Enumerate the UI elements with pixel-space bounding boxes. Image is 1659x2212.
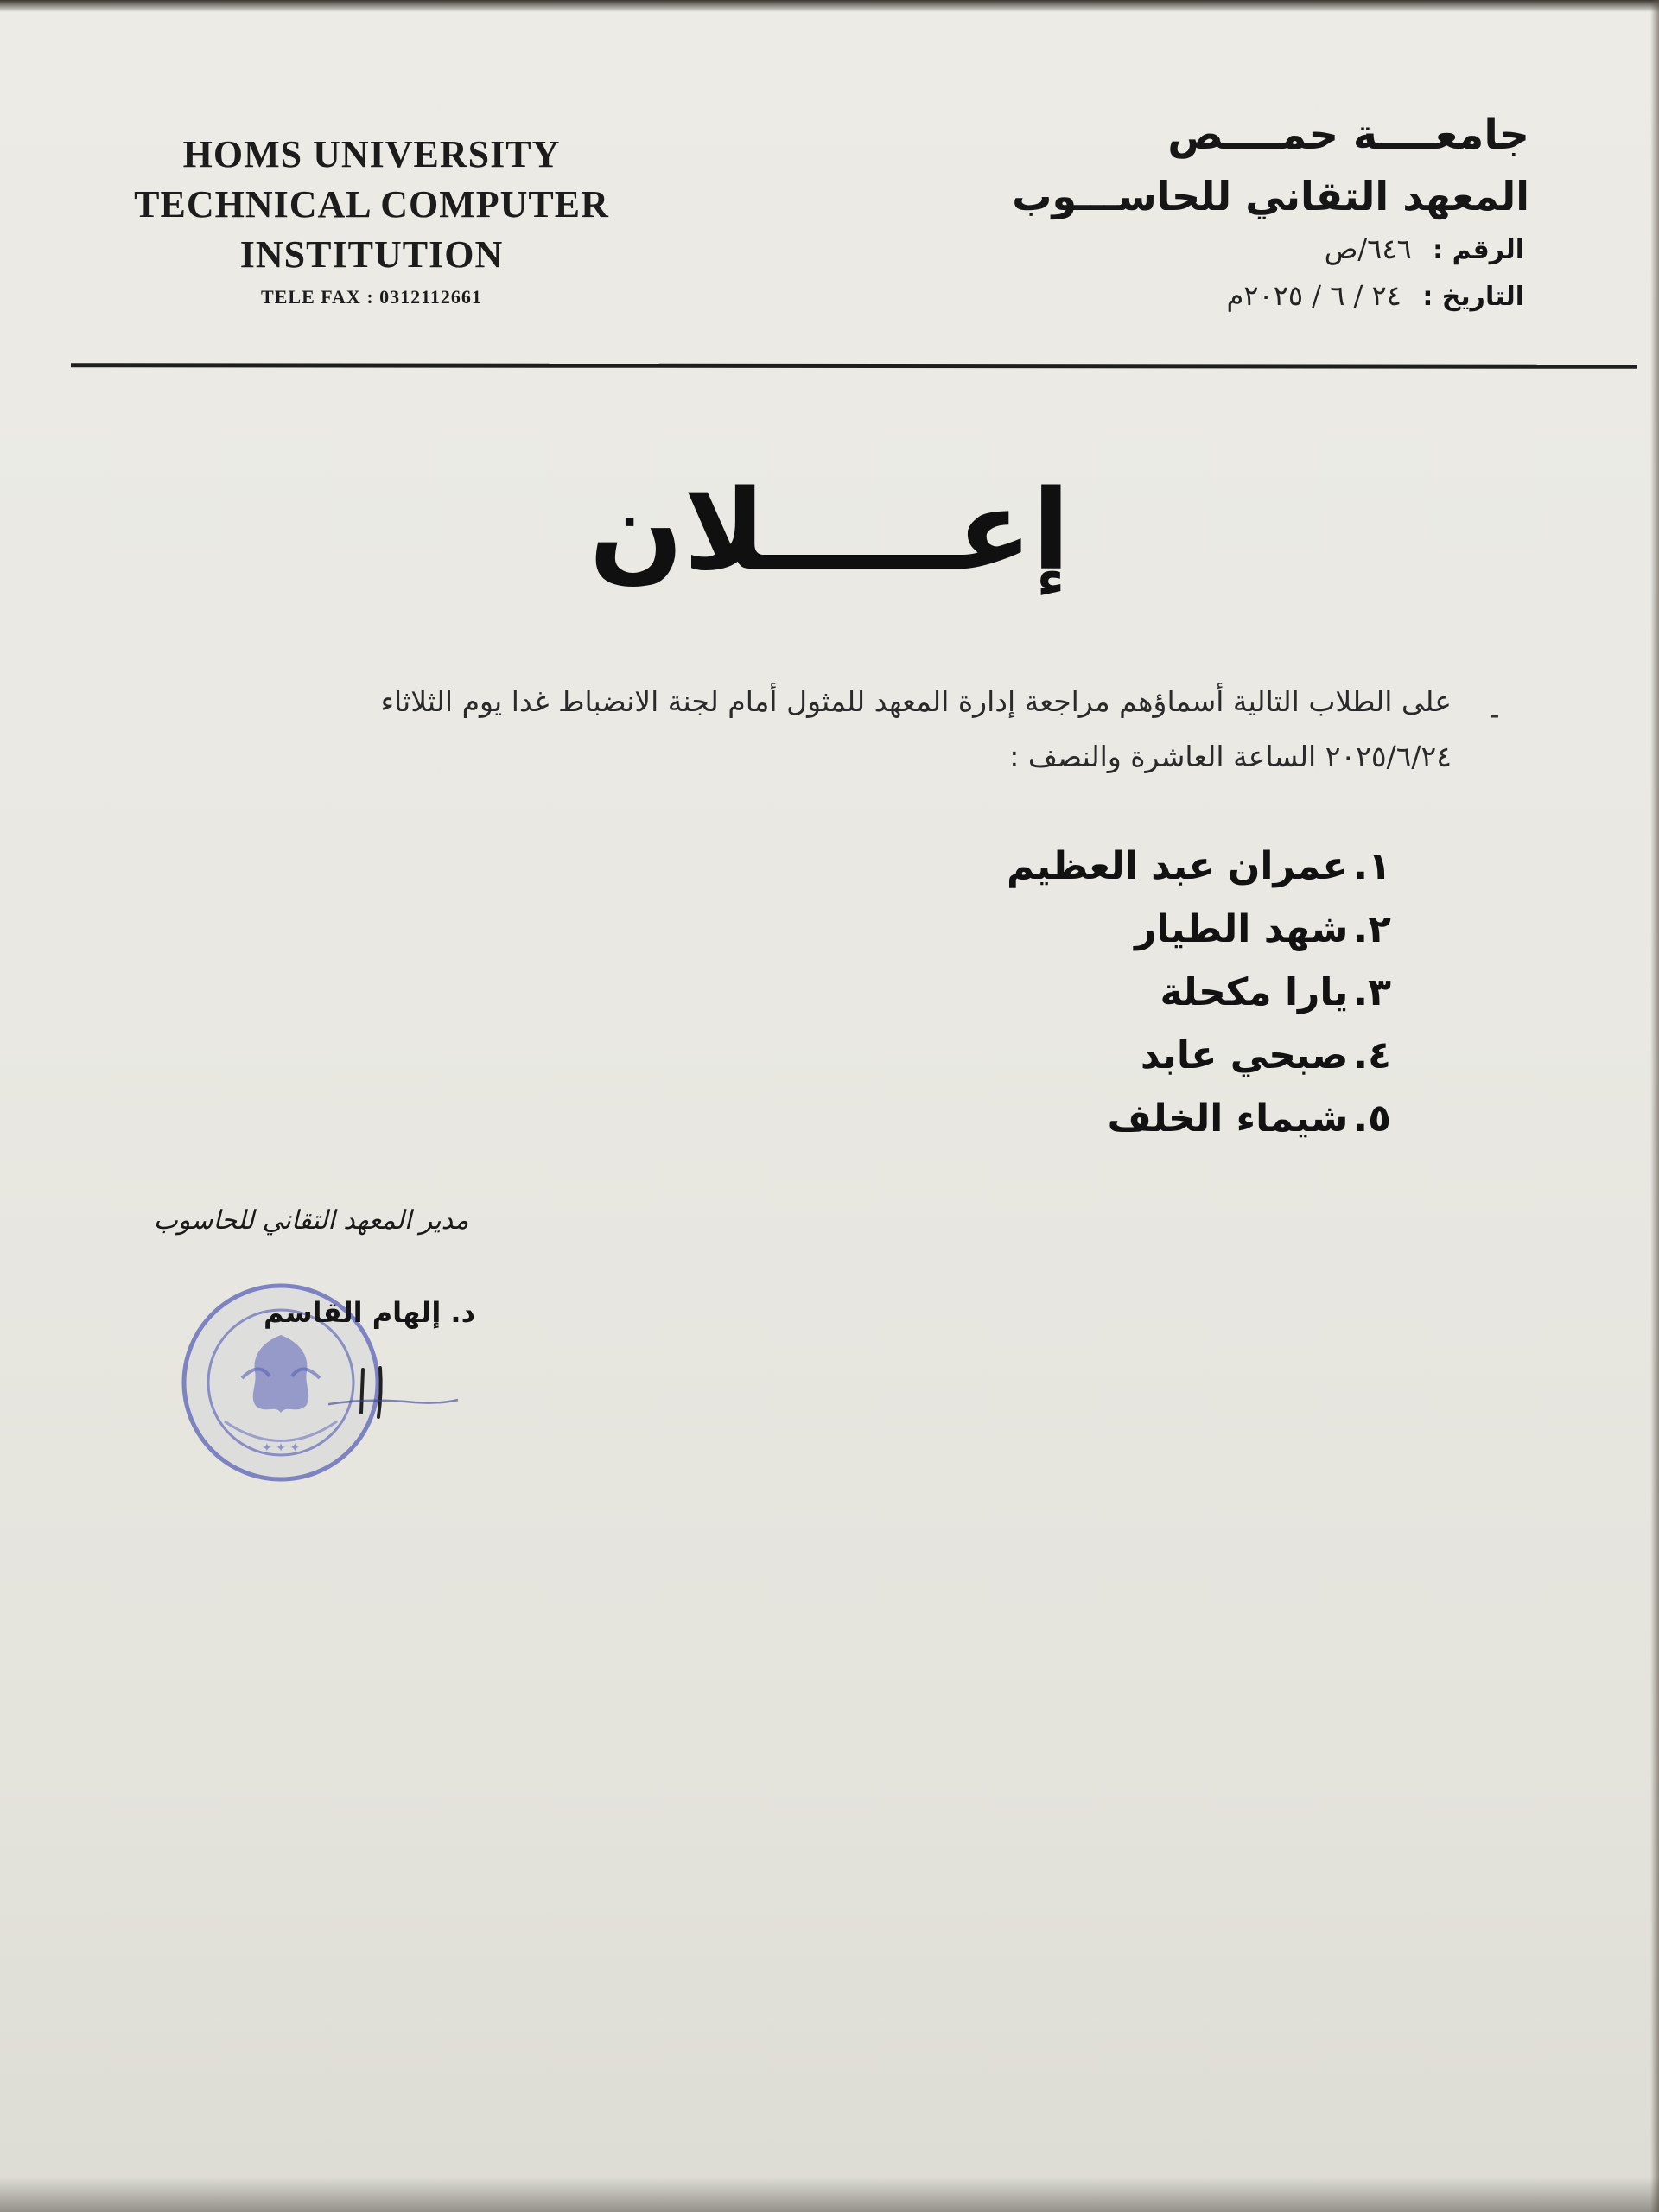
- date-value: ٢٤ / ٦ / ٢٠٢٥م: [1226, 279, 1402, 312]
- director-name: د. إلهام القاسم: [263, 1296, 475, 1329]
- list-item-number: ٥.: [1353, 1096, 1391, 1141]
- english-letterhead: [112, 130, 631, 315]
- list-item: [786, 898, 1391, 961]
- date-row: [994, 273, 1529, 320]
- list-item-number: ١.: [1353, 844, 1391, 888]
- photo-shadow-right: [1650, 0, 1659, 2212]
- list-item-name: عمران عبد العظيم: [1007, 844, 1349, 888]
- arabic-university-name: جامعــــة حمــــص: [1167, 111, 1529, 159]
- svg-text:✦ ✦ ✦: ✦ ✦ ✦: [261, 1441, 301, 1455]
- announcement-body: [104, 674, 1452, 785]
- list-item: [786, 1087, 1391, 1150]
- announcement-title: إعـــــلان: [588, 467, 1071, 595]
- handwritten-signature-icon: [328, 1352, 467, 1430]
- body-line-2: ٢٠٢٥/٦/٢٤ الساعة العاشرة والنصف :: [1009, 740, 1452, 773]
- arabic-letterhead: [994, 104, 1529, 320]
- reference-value: ٦٤٦/ص: [1324, 232, 1412, 265]
- reference-label: الرقم :: [1433, 235, 1524, 265]
- tele-fax: TELE FAX : 0312112661: [261, 286, 482, 308]
- bullet-dash: -: [1490, 698, 1500, 731]
- english-university-name: HOMS UNIVERSITY: [182, 133, 561, 175]
- photo-shadow-top: [0, 0, 1659, 12]
- list-item-name: صبحي عابد: [1140, 1033, 1349, 1077]
- body-line-1: على الطلاب التالية أسماؤهم مراجعة إدارة المعهد للمثول أمام لجنة الانضباط غدا يوم الثلاثاء: [380, 684, 1452, 718]
- list-item: [786, 961, 1391, 1024]
- signature-block: [121, 1205, 501, 1499]
- director-title: مدير المعهد التقاني للحاسوب: [153, 1205, 469, 1236]
- english-institute-line: TECHNICAL COMPUTER: [134, 183, 609, 226]
- list-item-number: ٣.: [1353, 970, 1391, 1014]
- reference-number-row: [994, 226, 1529, 273]
- list-item-number: ٢.: [1353, 907, 1391, 951]
- header-divider: [71, 363, 1637, 369]
- list-item-number: ٤.: [1353, 1033, 1391, 1077]
- list-item: [786, 1024, 1391, 1087]
- arabic-institute-name: المعهد التقاني للحاســـوب: [1012, 173, 1529, 219]
- list-item: [786, 835, 1391, 898]
- list-item-name: يارا مكحلة: [1160, 970, 1349, 1014]
- list-item-name: شهد الطيار: [1135, 907, 1349, 951]
- english-institution-line: INSTITUTION: [239, 233, 504, 276]
- date-label: التاريخ :: [1422, 282, 1524, 312]
- list-item-name: شيماء الخلف: [1107, 1096, 1349, 1141]
- photo-shadow-bottom: [0, 2177, 1659, 2212]
- student-names-list: [786, 835, 1391, 1150]
